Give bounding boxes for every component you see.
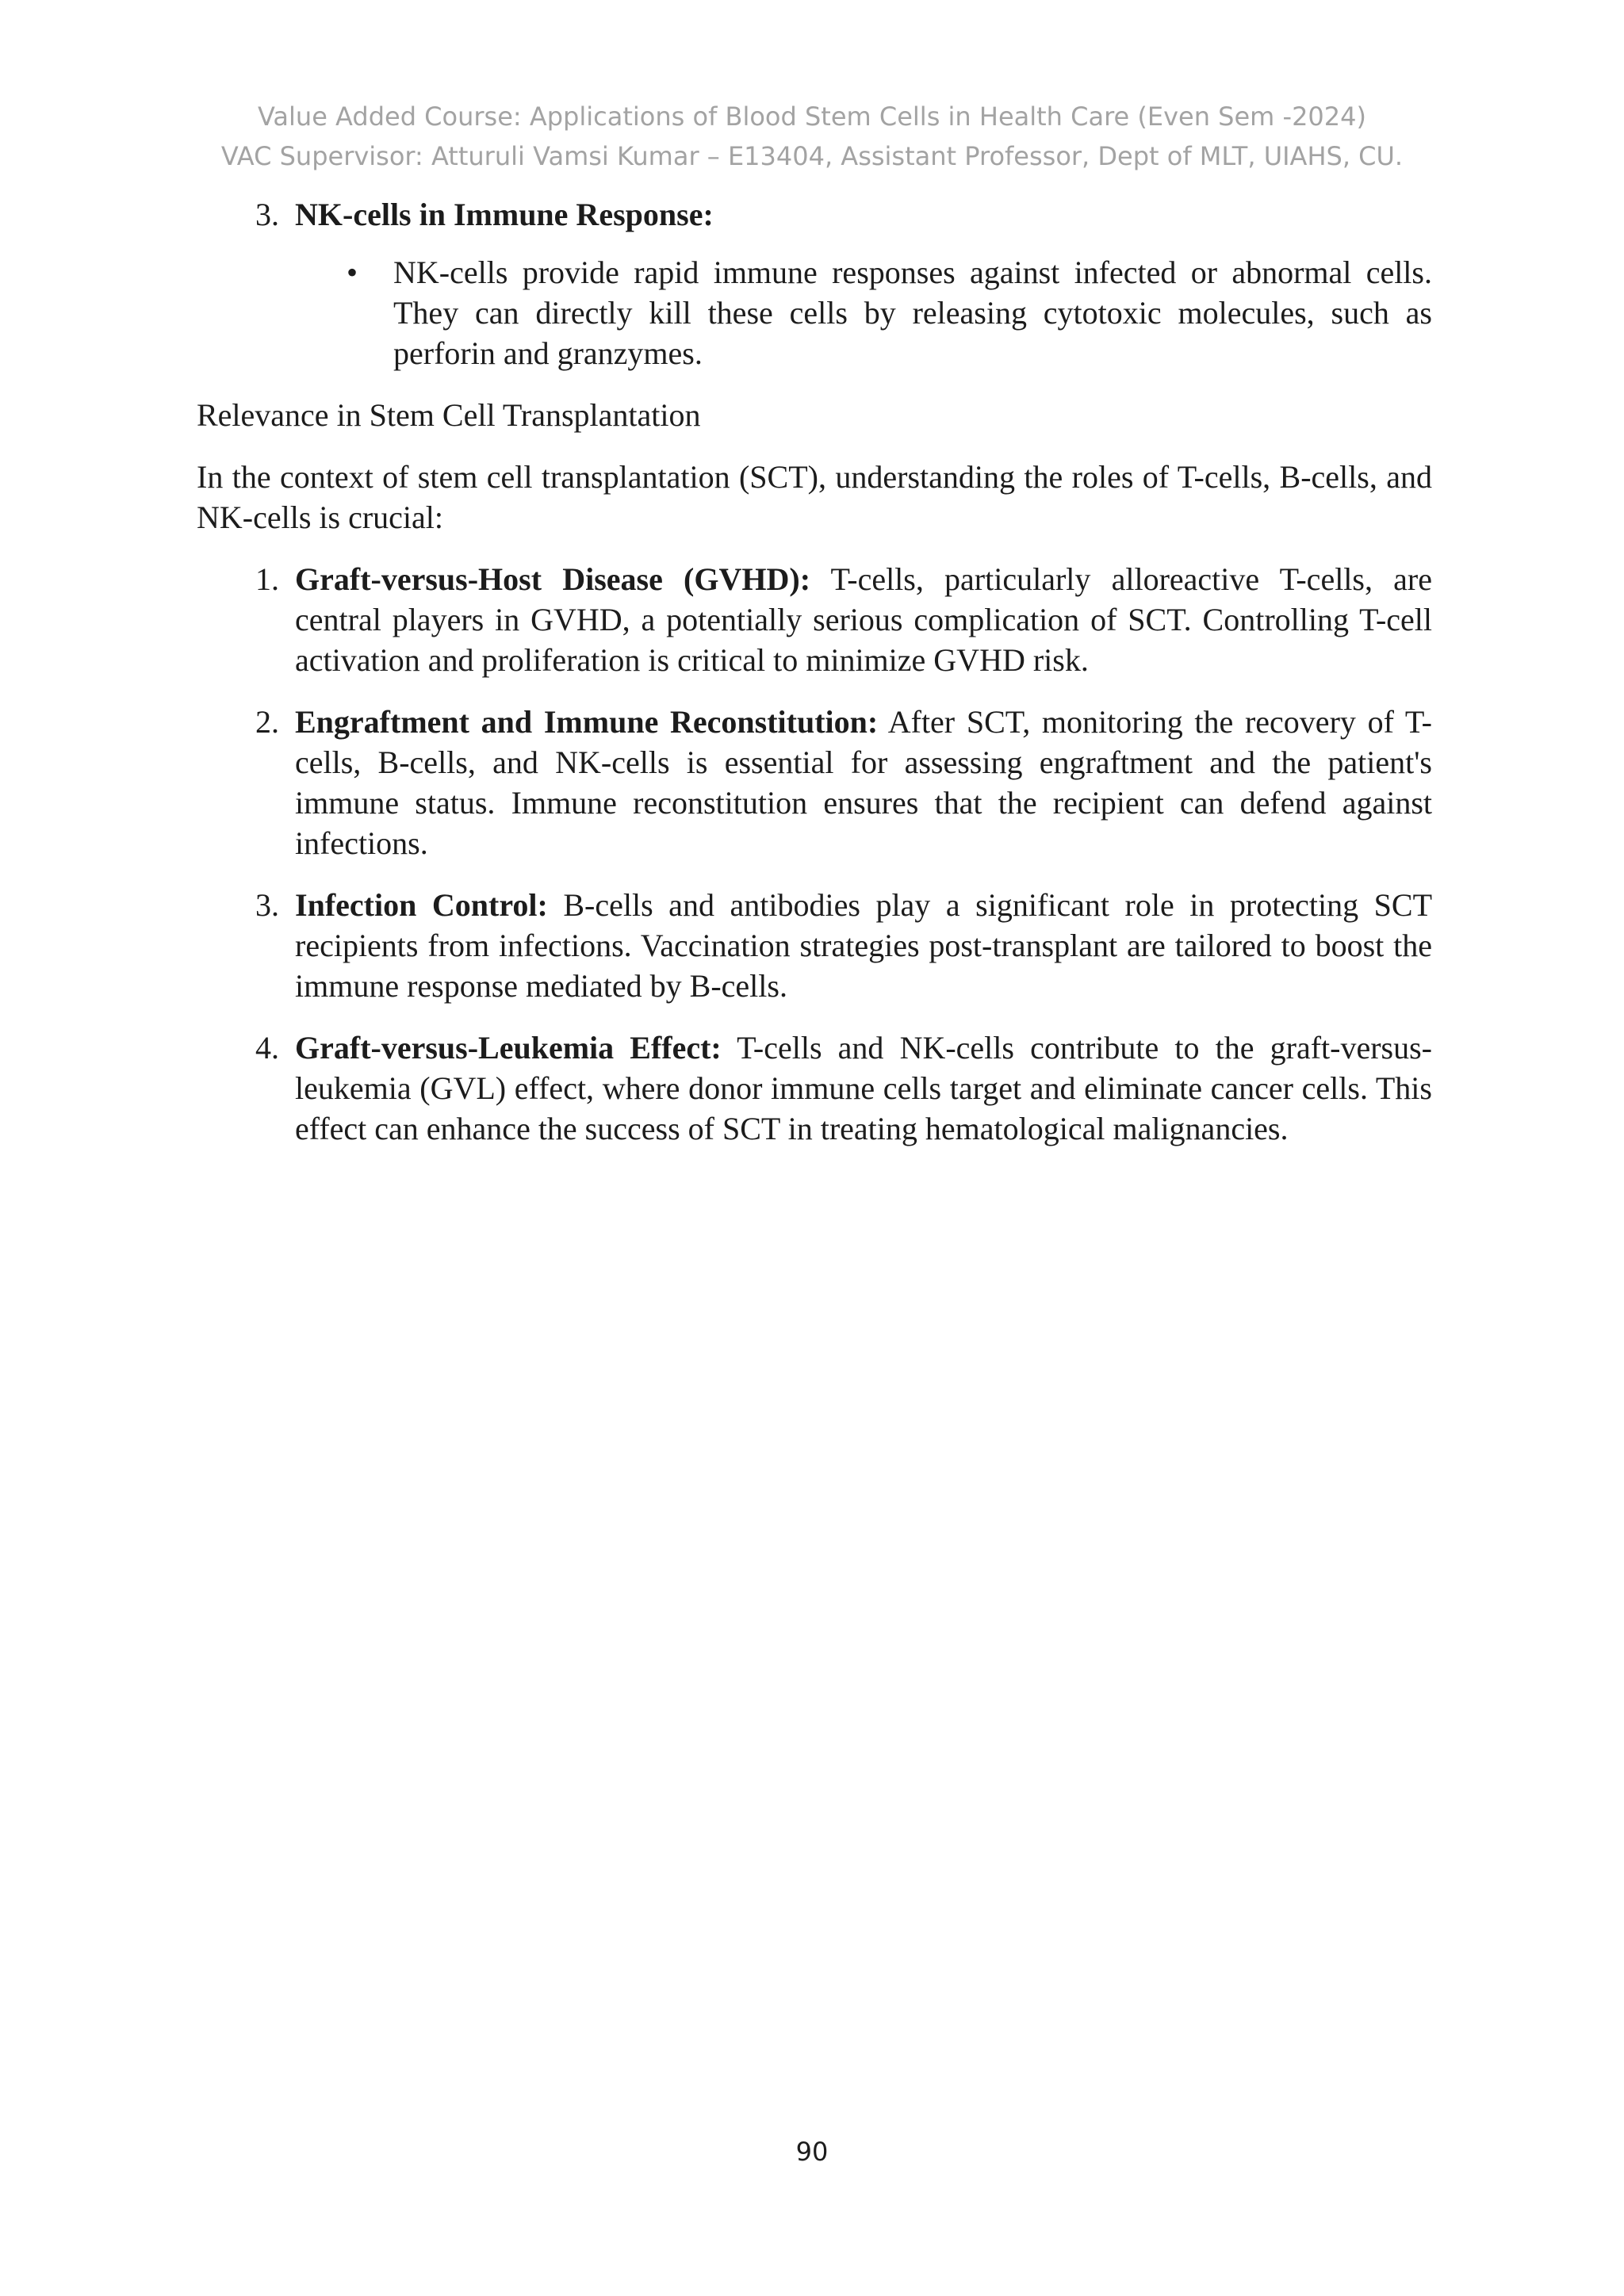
- list-item-title: Infection Control:: [295, 887, 548, 923]
- bullet-symbol: •: [346, 254, 358, 290]
- nk-cells-bullet-text: NK-cells provide rapid immune responses against infected or abnormal cells. They can directly kill these cells by releasing cytotoxic molecules, such as perforin and granzymes.: [393, 254, 1432, 371]
- list-item-text: T-cells, particularly alloreactive T-cells, are central players in GVHD, a potentially serious complication of SCT. Controlling T-cell activation and proliferation is critical to minimize GVHD risk.: [295, 561, 1432, 678]
- list-number: 3.: [255, 197, 279, 232]
- list-number: 2.: [255, 704, 279, 740]
- nk-cells-title: NK-cells in Immune Response:: [295, 197, 714, 232]
- list-item-text: T-cells and NK-cells contribute to the graft-versus-leukemia (GVL) effect, where donor immune cells target and eliminate cancer cells. This effect can enhance the success of SCT in treating hematological malignancies.: [295, 1030, 1432, 1146]
- list-item: [197, 702, 1432, 863]
- list-item: [197, 1027, 1432, 1149]
- relevance-intro: In the context of stem cell transplantation (SCT), understanding the roles of T-cells, B-cells, and NK-cells is crucial:: [197, 459, 1432, 535]
- list-number: 4.: [255, 1030, 279, 1066]
- nk-cells-bullet: [295, 252, 1432, 373]
- nk-cells-list-item: [197, 194, 1432, 235]
- running-header: [0, 97, 1624, 176]
- page-number: 90: [795, 2137, 829, 2167]
- relevance-heading: Relevance in Stem Cell Transplantation: [197, 397, 701, 433]
- list-item-title: Graft-versus-Host Disease (GVHD):: [295, 561, 811, 597]
- list-number: 3.: [255, 887, 279, 923]
- list-item: [197, 559, 1432, 680]
- list-item-title: Engraftment and Immune Reconstitution:: [295, 704, 879, 740]
- list-item-text: After SCT, monitoring the recovery of T-cells, B-cells, and NK-cells is essential for assessing engraftment and the patient's immune status. Immune reconstitution ensures that the recipient can defend against infections.: [295, 704, 1432, 861]
- list-item-title: Graft-versus-Leukemia Effect:: [295, 1030, 722, 1066]
- list-item-text: B-cells and antibodies play a significant role in protecting SCT recipients from infections. Vaccination strategies post-transplant are tailored to boost the immune response mediated by B-cells.: [295, 887, 1433, 1004]
- list-item: [197, 885, 1432, 1006]
- page-content: [197, 194, 1432, 1149]
- header-supervisor-line: VAC Supervisor: Atturuli Vamsi Kumar – E13404, Assistant Professor, Dept of MLT, UIAHS, CU.: [220, 141, 1404, 171]
- header-course-line: Value Added Course: Applications of Blood Stem Cells in Health Care (Even Sem -2024): [258, 101, 1366, 132]
- list-number: 1.: [255, 561, 279, 597]
